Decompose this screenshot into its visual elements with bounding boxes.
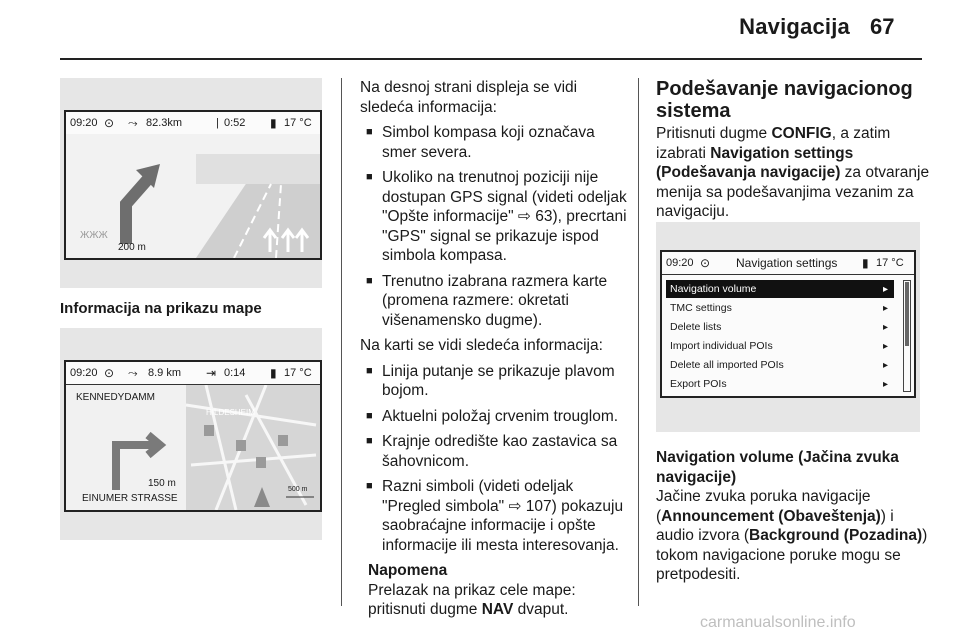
note-text: Prelazak na prikaz cele mape: pritisnuti dugme NAV dvaput. (368, 581, 576, 618)
turn-distance: 200 m (118, 242, 146, 253)
chevron-right-icon: ▸ (882, 302, 888, 314)
page-number: 67 (870, 14, 895, 39)
list-item: ■ Krajnje odredište kao zastavica sa šahovnicom. (360, 432, 628, 471)
header-rule (60, 58, 922, 60)
nav-key-label: NAV (481, 601, 514, 618)
map-scale: 500 m (288, 486, 308, 493)
list-item: ■ Ukoliko na trenutnoj poziciji nije dostupan GPS signal (videti odeljak "Opšte informacije" ⇨ 63), precrtani "GPS" signal se prikazuje ispod simbola kompasa. (360, 168, 628, 266)
compass-icon: ⊙ (700, 256, 711, 270)
menu-item-export-pois[interactable]: Export POIs ▸ (670, 378, 888, 390)
note-title: Napomena (368, 562, 448, 579)
compass-icon: ⊙ (104, 116, 115, 130)
divider-bar: | (216, 117, 219, 129)
clock-text: 09:20 (70, 117, 98, 129)
poi-parking-4 (278, 435, 288, 446)
poi-parking-1 (204, 425, 214, 436)
remaining-distance: 8.9 km (148, 367, 182, 379)
outside-temperature: 17 °C (284, 367, 312, 379)
map-status-bar (66, 362, 320, 384)
thermometer-icon: ▮ (270, 116, 277, 130)
clock-text: 09:20 (70, 367, 98, 379)
thermometer-icon: ▮ (270, 366, 277, 380)
faded-ramp-text: ЖЖЖ (80, 230, 108, 241)
remaining-distance: 82.3km (146, 117, 183, 129)
distance-icon: ⤳ (128, 115, 138, 130)
column-divider-1 (341, 78, 342, 606)
column-settings-text (656, 78, 934, 222)
status-divider (662, 274, 914, 275)
column-info-text (360, 78, 628, 620)
street-name-bottom: EINUMER STRASSE (82, 493, 178, 504)
column-volume-text (656, 448, 934, 585)
page-section-title: Navigacija (739, 14, 850, 39)
list-item: ■ Simbol kompasa koji označava smer severa. (360, 123, 628, 162)
sky-area (196, 154, 320, 184)
clock-text: 09:20 (666, 257, 694, 269)
menu-item-tmc-settings[interactable]: TMC settings ▸ (670, 302, 888, 314)
chevron-right-icon: ▸ (882, 321, 888, 333)
remaining-time: 0:52 (224, 117, 246, 129)
guidance-screen (64, 110, 322, 260)
guidance-status-bar (66, 112, 320, 134)
turn-distance: 150 m (148, 478, 176, 489)
list-item: ■ Trenutno izabrana razmera karte (promena razmere: okretati višenamensko dugme). (360, 272, 628, 331)
remaining-time: 0:14 (224, 367, 246, 379)
volume-paragraph: Jačine zvuka poruka navigacije (Announcement (Obaveštenja)) i audio izvora (Background (Pozadina)) tokom navigacione poruke mogu se pretpodesiti. (656, 488, 928, 583)
settings-status-bar (662, 252, 914, 274)
guidance-graphic (66, 134, 320, 258)
chevron-right-icon: ▸ (882, 359, 888, 371)
scrollbar-track[interactable] (903, 280, 911, 392)
menu-item-delete-imported-pois[interactable]: Delete all imported POIs ▸ (670, 359, 888, 371)
street-name-top: KENNEDYDAMM (76, 392, 155, 403)
arrival-arrow-icon: ⇥ (206, 366, 217, 380)
poi-parking-2 (236, 440, 246, 451)
scrollbar-thumb[interactable] (905, 282, 909, 346)
map-graphic (66, 385, 320, 510)
map-screen (64, 360, 322, 512)
settings-title: Navigation settings (736, 256, 838, 270)
chevron-right-icon: ▸ (882, 340, 888, 352)
compass-icon: ⊙ (104, 366, 115, 380)
distance-icon: ⤳ (128, 365, 138, 380)
column-divider-2 (638, 78, 639, 606)
watermark-text: carmanualsonline.info (700, 614, 856, 631)
list-item: ■ Aktuelni položaj crvenim trouglom. (360, 407, 628, 427)
chevron-right-icon: ▸ (882, 283, 888, 295)
thermometer-icon: ▮ (862, 256, 869, 270)
sub-heading: Navigation volume (Jačina zvuka navigacije) (656, 449, 899, 486)
intro-paragraph-2: Na karti se vidi sledeća informacija: (360, 337, 603, 354)
chevron-right-icon: ▸ (882, 378, 888, 390)
intro-paragraph: Na desnoj strani displeja se vidi sledeća informacija: (360, 79, 578, 116)
menu-item-import-pois[interactable]: Import individual POIs ▸ (670, 340, 888, 352)
section-heading: Podešavanje navigacionog sistema (656, 78, 913, 122)
poi-parking-3 (256, 457, 266, 468)
figure-caption: Informacija na prikazu mape (60, 300, 262, 317)
config-paragraph: Pritisnuti dugme CONFIG, a zatim izabrati Navigation settings (Podešavanja navigacije) za otvaranje menija sa podešavanjima vezanim za navigaciju. (656, 125, 930, 220)
outside-temperature: 17 °C (876, 257, 904, 269)
settings-screen (660, 250, 916, 398)
list-item: ■ Linija putanje se prikazuje plavom bojom. (360, 362, 628, 401)
map-town-label: HILDESHEIM (206, 408, 255, 417)
list-item: ■ Razni simboli (videti odeljak "Pregled simbola" ⇨ 107) pokazuju saobraćajne informacije i opšte informacije ili mesta interesovanja. (360, 477, 628, 555)
menu-item-navigation-volume[interactable]: Navigation volume ▸ (666, 280, 894, 298)
outside-temperature: 17 °C (284, 117, 312, 129)
menu-item-delete-lists[interactable]: Delete lists ▸ (670, 321, 888, 333)
